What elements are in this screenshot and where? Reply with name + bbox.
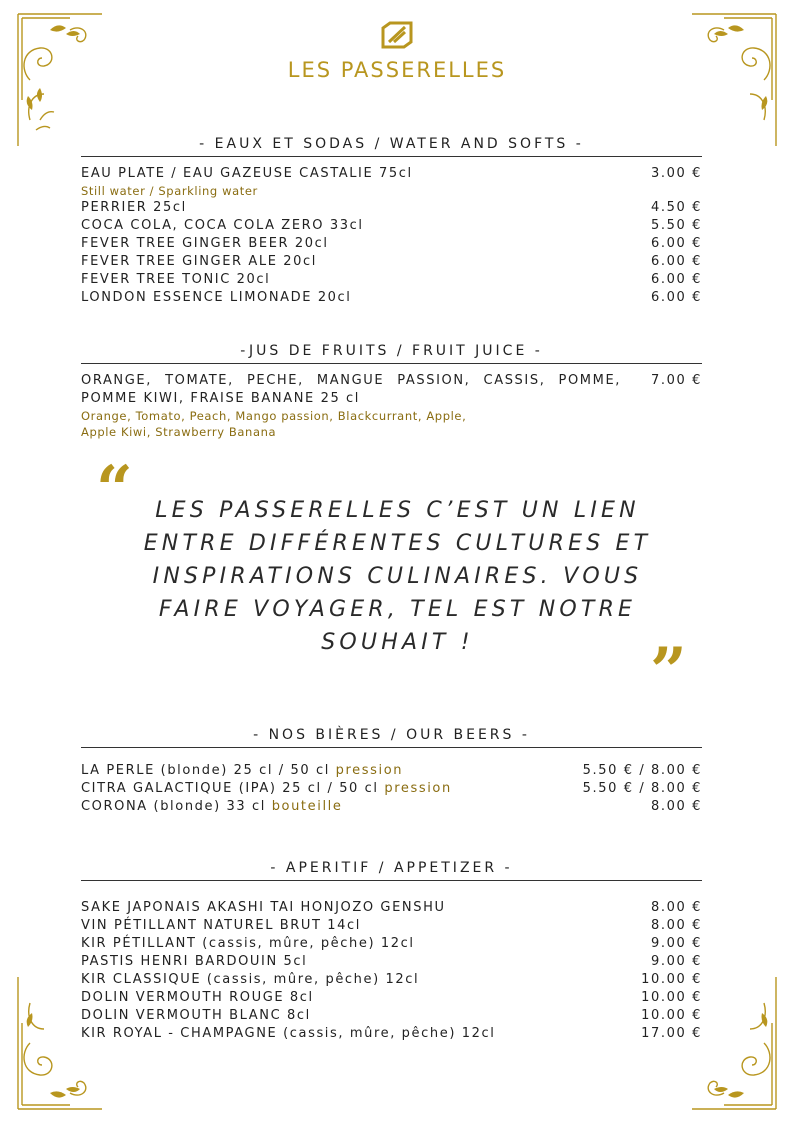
menu-item — [81, 165, 702, 199]
item-price: 6.00 € — [651, 254, 702, 269]
item-name-text: KIR ROYAL - CHAMPAGNE (cassis, mûre, pêche) 12cl — [81, 1026, 496, 1041]
item-price: 10.00 € — [641, 990, 702, 1005]
menu-item — [81, 935, 702, 953]
menu-item-row — [81, 762, 702, 780]
item-price: 5.50 € / 8.00 € — [582, 763, 702, 778]
item-name — [81, 271, 270, 289]
item-name-text: FEVER TREE GINGER ALE 20cl — [81, 254, 317, 269]
menu-item-row — [81, 1025, 702, 1043]
menu-item-row — [81, 217, 702, 235]
item-name — [81, 165, 413, 183]
item-name-text: SAKE JAPONAIS AKASHI TAI HONJOZO GENSHU — [81, 900, 446, 915]
item-name — [81, 1007, 311, 1025]
item-name-text: COCA COLA, COCA COLA ZERO 33cl — [81, 218, 364, 233]
menu-item-row — [81, 253, 702, 271]
menu-item — [81, 289, 702, 307]
item-name-text: PASTIS HENRI BARDOUIN 5cl — [81, 954, 308, 969]
menu-item-row — [81, 235, 702, 253]
item-name-text: PERRIER 25cl — [81, 200, 187, 215]
section-title: -JUS DE FRUITS / FRUIT JUICE - — [81, 343, 702, 364]
passerelles-logo-icon — [380, 20, 414, 50]
menu-item — [81, 989, 702, 1007]
menu-item — [81, 917, 702, 935]
menu-item — [81, 798, 702, 816]
item-price: 6.00 € — [651, 290, 702, 305]
item-name — [81, 762, 403, 780]
item-price: 9.00 € — [651, 954, 702, 969]
menu-item — [81, 899, 702, 917]
item-name — [81, 953, 307, 971]
item-name-text: FEVER TREE TONIC 20cl — [81, 272, 271, 287]
menu-item-row — [81, 1007, 702, 1025]
section-water — [81, 136, 702, 307]
item-name — [81, 289, 352, 307]
item-name-text: CORONA (blonde) 33 cl — [81, 799, 266, 814]
menu-item — [81, 971, 702, 989]
menu-item-row — [81, 953, 702, 971]
item-price: 8.00 € — [651, 918, 702, 933]
menu-item-row — [81, 165, 702, 183]
item-name-text: KIR CLASSIQUE (cassis, mûre, pêche) 12cl — [81, 972, 420, 987]
section-title: - EAUX ET SODAS / WATER AND SOFTS - — [81, 136, 702, 157]
item-name — [81, 989, 314, 1007]
item-name: ORANGE, TOMATE, PECHE, MANGUE PASSION, CASSIS, POMME, POMME KIWI, FRAISE BANANE 25 cl — [81, 373, 621, 406]
menu-item-row — [81, 271, 702, 289]
menu-item-row — [81, 798, 702, 816]
item-name — [81, 780, 452, 798]
item-price: 6.00 € — [651, 272, 702, 287]
section-title: - NOS BIÈRES / OUR BEERS - — [81, 727, 702, 748]
item-price: 3.00 € — [651, 166, 702, 181]
item-serving-tag: pression — [384, 781, 452, 796]
item-name — [81, 235, 329, 253]
item-name — [81, 798, 342, 816]
menu-item-row — [81, 199, 702, 217]
menu-item-row — [81, 289, 702, 307]
item-serving-tag: pression — [335, 763, 404, 778]
item-name-text: KIR PÉTILLANT (cassis, mûre, pêche) 12cl — [81, 936, 415, 951]
menu-item — [81, 762, 702, 780]
item-name — [81, 1025, 495, 1043]
item-price: 6.00 € — [651, 236, 702, 251]
item-name — [81, 899, 446, 917]
item-price: 10.00 € — [641, 1008, 702, 1023]
item-name — [81, 971, 419, 989]
aperitif-list — [81, 899, 702, 1043]
menu-item — [81, 780, 702, 798]
item-name — [81, 199, 187, 217]
item-price: 9.00 € — [651, 936, 702, 951]
menu-item — [81, 253, 702, 271]
beer-list — [81, 762, 702, 816]
item-price: 10.00 € — [641, 972, 702, 987]
quote-text: LES PASSERELLES C’EST UN LIEN ENTRE DIFFÉRENTES CULTURES ET INSPIRATIONS CULINAIRES. VOUS FAIRE VOYAGER, TEL EST NOTRE SOUHAIT ! — [143, 498, 652, 655]
section-aperitif — [81, 860, 702, 1043]
section-beers — [81, 727, 702, 816]
section-juice — [81, 343, 702, 440]
item-price: 8.00 € — [651, 900, 702, 915]
menu-item-row — [81, 935, 702, 953]
item-subtitle: Apple Kiwi, Strawberry Banana — [81, 425, 277, 439]
item-price: 4.50 € — [651, 200, 702, 215]
item-price: 7.00 € — [651, 373, 702, 388]
menu-item — [81, 271, 702, 289]
brand-header — [0, 20, 794, 82]
item-name-text: DOLIN VERMOUTH BLANC 8cl — [81, 1008, 311, 1023]
item-subtitle: Orange, Tomato, Peach, Mango passion, Blackcurrant, Apple, — [81, 409, 467, 423]
menu-item — [81, 953, 702, 971]
section-title: - APERITIF / APPETIZER - — [81, 860, 702, 881]
item-price: 5.50 € / 8.00 € — [582, 781, 702, 796]
item-price: 8.00 € — [651, 799, 702, 814]
item-name-text: CITRA GALACTIQUE (IPA) 25 cl / 50 cl — [81, 781, 379, 796]
item-subtitle: Still water / Sparkling water — [81, 184, 258, 198]
item-price: 17.00 € — [641, 1026, 702, 1041]
item-name-text: VIN PÉTILLANT NATUREL BRUT 14cl — [81, 918, 362, 933]
close-quote-icon: ” — [650, 634, 687, 709]
item-name — [81, 917, 361, 935]
menu-item — [81, 235, 702, 253]
menu-item-row — [81, 917, 702, 935]
item-name-text: LONDON ESSENCE LIMONADE 20cl — [81, 290, 352, 305]
item-name-text: LA PERLE (blonde) 25 cl / 50 cl — [81, 763, 330, 778]
menu-item-row — [81, 989, 702, 1007]
menu-item — [81, 1025, 702, 1043]
menu-item — [81, 199, 702, 217]
menu-item-row — [81, 971, 702, 989]
item-name — [81, 217, 364, 235]
item-name — [81, 253, 317, 271]
item-serving-tag: bouteille — [271, 799, 343, 814]
item-price: 5.50 € — [651, 218, 702, 233]
menu-item-row — [81, 899, 702, 917]
menu-item — [81, 1007, 702, 1025]
menu-item — [81, 217, 702, 235]
item-name-text: FEVER TREE GINGER BEER 20cl — [81, 236, 329, 251]
item-name-text: EAU PLATE / EAU GAZEUSE CASTALIE 75cl — [81, 166, 413, 181]
brand-name: LES PASSERELLES — [287, 58, 507, 82]
menu-item-row — [81, 780, 702, 798]
water-list — [81, 165, 702, 307]
menu-item — [81, 372, 702, 408]
item-name — [81, 935, 415, 953]
item-name-text: DOLIN VERMOUTH ROUGE 8cl — [81, 990, 314, 1005]
open-quote-icon: “ — [96, 452, 133, 527]
